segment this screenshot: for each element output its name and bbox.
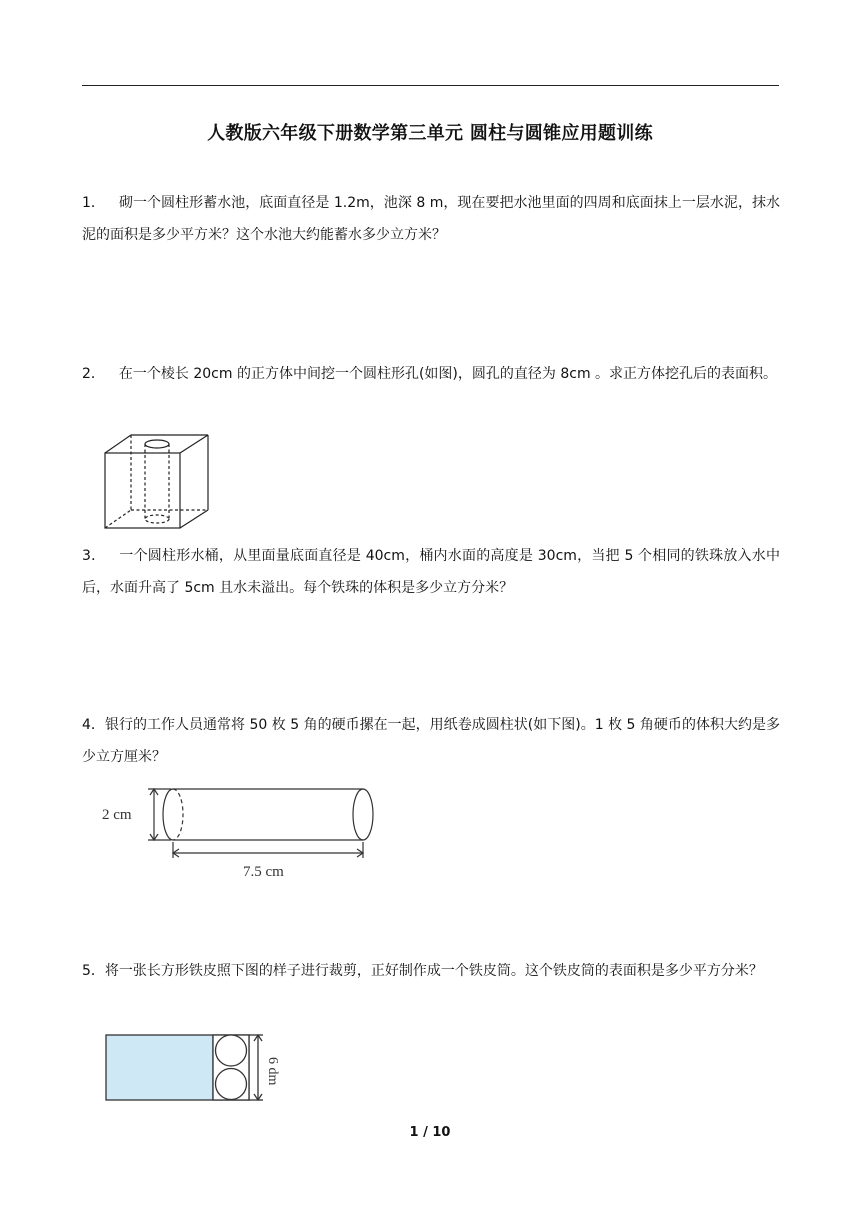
question-text: 将一张长方形铁皮照下图的样子进行裁剪，正好制作成一个铁皮筒。这个铁皮筒的表面积是多少平方分米？ [104, 963, 763, 979]
question-number: 4． [82, 717, 105, 733]
header-rule [82, 85, 779, 86]
question-2 [82, 358, 780, 390]
question-1 [82, 187, 780, 251]
question-5 [82, 955, 780, 987]
question-text: 银行的工作人员通常将 50 枚 5 角的硬币摞在一起，用纸卷成圆柱状(如下图)。1 枚 5 角硬币的体积大约是多少立方厘米？ [82, 717, 780, 765]
question-number: 2． [82, 366, 105, 382]
length-label: 7.5 cm [243, 864, 284, 880]
question-number: 1． [82, 195, 105, 211]
cube-with-hole-figure [100, 432, 214, 532]
width-label: 6 dm [265, 1057, 280, 1086]
iron-sheet-figure [103, 1030, 293, 1106]
question-4 [82, 709, 780, 773]
diameter-label: 2 cm [102, 807, 132, 823]
question-text: 一个圆柱形水桶，从里面量底面直径是 40cm，桶内水面的高度是 30cm，当把 5 个相同的铁珠放入水中后，水面升高了 5cm 且水未溢出。每个铁珠的体积是多少立方分米？ [82, 548, 780, 596]
question-3 [82, 540, 780, 604]
question-text: 在一个棱长 20cm 的正方体中间挖一个圆柱形孔(如图)，圆孔的直径为 8cm 。求正方体挖孔后的表面积。 [118, 366, 778, 382]
question-text: 砌一个圆柱形蓄水池，底面直径是 1.2m，池深 8 m，现在要把水池里面的四周和底面抹上一层水泥，抹水泥的面积是多少平方米？这个水池大约能蓄水多少立方米？ [82, 195, 780, 243]
page-title: 人教版六年级下册数学第三单元 圆柱与圆锥应用题训练 [207, 123, 653, 144]
question-number: 5． [82, 963, 105, 979]
question-number: 3． [82, 548, 106, 564]
page-number: 1 / 10 [409, 1125, 451, 1140]
coin-roll-figure [98, 784, 380, 884]
